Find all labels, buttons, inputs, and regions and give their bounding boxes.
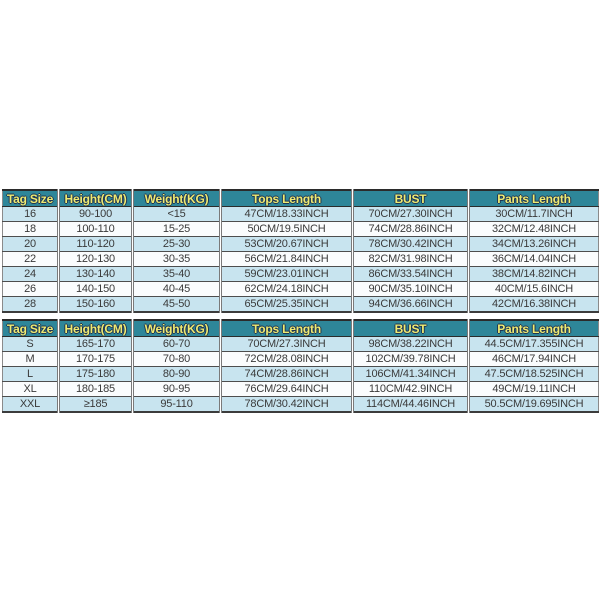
table-row (3, 397, 599, 413)
table-cell: 70CM/27.3INCH (221, 337, 353, 352)
table-row (3, 207, 599, 222)
table-cell: 94CM/36.66INCH (353, 297, 469, 313)
table-cell: 130-140 (59, 267, 133, 282)
table-cell: 175-180 (59, 367, 133, 382)
table-cell: 74CM/28.86INCH (353, 222, 469, 237)
table-cell: 165-170 (59, 337, 133, 352)
table-cell: 82CM/31.98INCH (353, 252, 469, 267)
table-row (3, 352, 599, 367)
table-cell: 86CM/33.54INCH (353, 267, 469, 282)
table-cell: 102CM/39.78INCH (353, 352, 469, 367)
kids-table-header (3, 190, 599, 207)
table-cell: 95-110 (133, 397, 221, 413)
table-cell: 32CM/12.48INCH (469, 222, 599, 237)
table-cell: 49CM/19.11INCH (469, 382, 599, 397)
table-cell: 90CM/35.10INCH (353, 282, 469, 297)
table-cell: 28 (3, 297, 59, 313)
table-cell: 72CM/28.08INCH (221, 352, 353, 367)
table-cell: 40-45 (133, 282, 221, 297)
table-cell: 80-90 (133, 367, 221, 382)
header-row (3, 320, 599, 337)
table-cell: 78CM/30.42INCH (221, 397, 353, 413)
table-cell: 70-80 (133, 352, 221, 367)
table-cell: 74CM/28.86INCH (221, 367, 353, 382)
table-cell: XXL (3, 397, 59, 413)
table-row (3, 297, 599, 313)
table-cell: 46CM/17.94INCH (469, 352, 599, 367)
adult-table-header (3, 320, 599, 337)
table-row (3, 252, 599, 267)
table-cell: 26 (3, 282, 59, 297)
table-row (3, 222, 599, 237)
table-cell: 150-160 (59, 297, 133, 313)
table-cell: 30CM/11.7INCH (469, 207, 599, 222)
column-header-weight: Weight(KG) (133, 190, 221, 207)
table-cell: M (3, 352, 59, 367)
column-header-pants-length: Pants Length (469, 320, 599, 337)
column-header-tag-size: Tag Size (3, 190, 59, 207)
table-cell: 30-35 (133, 252, 221, 267)
column-header-tag-size: Tag Size (3, 320, 59, 337)
column-header-tops-length: Tops Length (221, 190, 353, 207)
table-cell: 50.5CM/19.695INCH (469, 397, 599, 413)
table-cell: XL (3, 382, 59, 397)
table-row (3, 337, 599, 352)
column-header-pants-length: Pants Length (469, 190, 599, 207)
table-cell: 65CM/25.35INCH (221, 297, 353, 313)
table-cell: 20 (3, 237, 59, 252)
table-row (3, 282, 599, 297)
header-row (3, 190, 599, 207)
table-cell: 22 (3, 252, 59, 267)
column-header-weight: Weight(KG) (133, 320, 221, 337)
table-cell: 35-40 (133, 267, 221, 282)
table-cell: 16 (3, 207, 59, 222)
table-cell: 78CM/30.42INCH (353, 237, 469, 252)
table-cell: 50CM/19.5INCH (221, 222, 353, 237)
table-cell: 140-150 (59, 282, 133, 297)
table-cell: S (3, 337, 59, 352)
table-row (3, 382, 599, 397)
table-cell: 100-110 (59, 222, 133, 237)
table-cell: 110-120 (59, 237, 133, 252)
table-cell: 44.5CM/17.355INCH (469, 337, 599, 352)
table-cell: 170-175 (59, 352, 133, 367)
table-cell: 70CM/27.30INCH (353, 207, 469, 222)
table-cell: L (3, 367, 59, 382)
table-cell: 180-185 (59, 382, 133, 397)
kids-size-table (2, 189, 599, 313)
table-row (3, 237, 599, 252)
adult-table-body (3, 337, 599, 413)
table-cell: 76CM/29.64INCH (221, 382, 353, 397)
table-cell: 36CM/14.04INCH (469, 252, 599, 267)
table-cell: 98CM/38.22INCH (353, 337, 469, 352)
table-cell: 24 (3, 267, 59, 282)
table-cell: 15-25 (133, 222, 221, 237)
table-cell: 25-30 (133, 237, 221, 252)
table-cell: <15 (133, 207, 221, 222)
table-cell: 18 (3, 222, 59, 237)
table-cell: 34CM/13.26INCH (469, 237, 599, 252)
table-cell: 60-70 (133, 337, 221, 352)
table-cell: ≥185 (59, 397, 133, 413)
table-cell: 110CM/42.9INCH (353, 382, 469, 397)
column-header-height: Height(CM) (59, 320, 133, 337)
column-header-bust: BUST (353, 190, 469, 207)
table-cell: 42CM/16.38INCH (469, 297, 599, 313)
table-cell: 62CM/24.18INCH (221, 282, 353, 297)
table-row (3, 367, 599, 382)
table-cell: 40CM/15.6INCH (469, 282, 599, 297)
column-header-height: Height(CM) (59, 190, 133, 207)
table-cell: 47.5CM/18.525INCH (469, 367, 599, 382)
table-cell: 90-100 (59, 207, 133, 222)
column-header-bust: BUST (353, 320, 469, 337)
table-cell: 56CM/21.84INCH (221, 252, 353, 267)
table-cell: 53CM/20.67INCH (221, 237, 353, 252)
table-row (3, 267, 599, 282)
table-cell: 120-130 (59, 252, 133, 267)
table-cell: 90-95 (133, 382, 221, 397)
table-cell: 59CM/23.01INCH (221, 267, 353, 282)
table-cell: 45-50 (133, 297, 221, 313)
table-cell: 106CM/41.34INCH (353, 367, 469, 382)
kids-table-body (3, 207, 599, 313)
adult-size-table (2, 319, 599, 413)
table-cell: 47CM/18.33INCH (221, 207, 353, 222)
table-cell: 38CM/14.82INCH (469, 267, 599, 282)
table-cell: 114CM/44.46INCH (353, 397, 469, 413)
column-header-tops-length: Tops Length (221, 320, 353, 337)
